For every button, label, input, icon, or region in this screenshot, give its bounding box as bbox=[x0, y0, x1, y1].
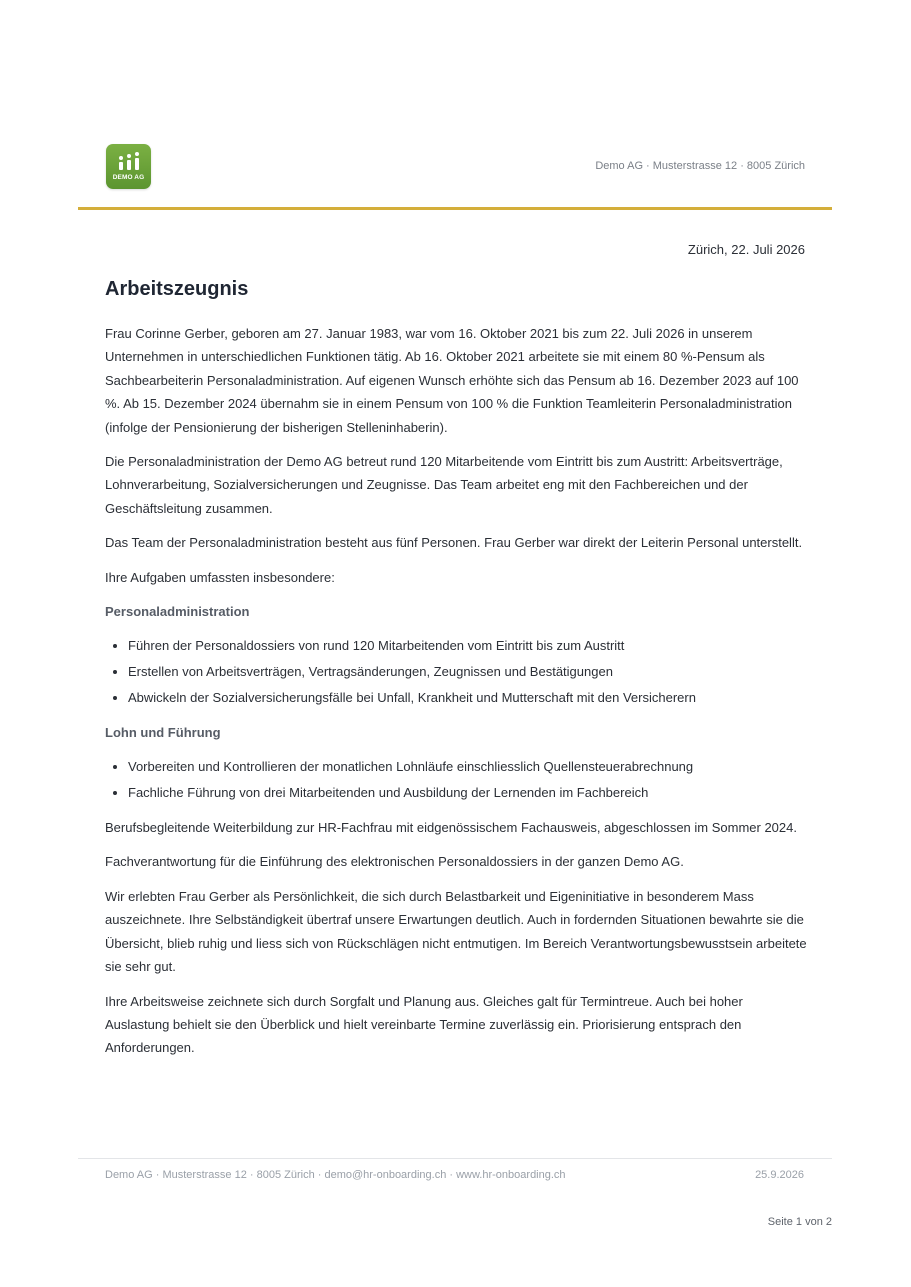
paragraph-work-style: Ihre Arbeitsweise zeichnete sich durch Sorgfalt und Planung aus. Gleiches galt für Termintreue. Auch bei hoher Auslastung behielt sie den Überblick und hielt vereinbarte Termine zuverlässig ein. Priorisierung entsprach den Anforderungen. bbox=[105, 993, 743, 1056]
bullet-icon bbox=[113, 765, 117, 769]
paragraph-responsibility: Fachverantwortung für die Einführung des elektronischen Personaldossiers in der ganzen Demo AG. bbox=[105, 854, 684, 870]
bullet-icon bbox=[113, 791, 117, 795]
company-logo bbox=[106, 144, 151, 189]
list-item-text: Erstellen von Arbeitsverträgen, Vertragsänderungen, Zeugnissen und Bestätigungen bbox=[128, 664, 613, 680]
footer-contact: Demo AG · Musterstrasse 12 · 8005 Zürich · demo@hr-onboarding.ch · www.hr-onboarding.ch bbox=[105, 1169, 566, 1181]
list-item bbox=[105, 780, 807, 806]
paragraph-education: Berufsbegleitende Weiterbildung zur HR-Fachfrau mit eidgenössischem Fachausweis, abgeschlossen im Sommer 2024. bbox=[105, 820, 797, 836]
task-list bbox=[105, 754, 807, 806]
list-item bbox=[105, 633, 807, 659]
bullet-icon bbox=[113, 696, 117, 700]
paragraph-personality: Wir erlebten Frau Gerber als Persönlichkeit, die sich durch Belastbarkeit und Eigeninitiative in besonderem Mass auszeichnete. Ihre Selbständigkeit übertraf unsere Erwartungen deutlich. Auch in fordernden Situationen bewahrte sie die Übersicht, blieb ruhig und liess sich von Rückschlägen nicht entmutigen. Im Bereich Verantwortungsbewusstsein arbeitete sie sehr gut. bbox=[105, 888, 807, 975]
page-number: Seite 1 von 2 bbox=[767, 1216, 832, 1228]
footer-divider bbox=[78, 1158, 832, 1159]
section-heading: Personaladministration bbox=[105, 604, 250, 620]
header-divider bbox=[78, 207, 832, 210]
list-item bbox=[105, 754, 807, 780]
bullet-icon bbox=[113, 644, 117, 648]
paragraph-tasks-intro: Ihre Aufgaben umfassten insbesondere: bbox=[105, 569, 335, 585]
bullet-icon bbox=[113, 670, 117, 674]
task-list bbox=[105, 633, 807, 711]
footer-date: 25.9.2026 bbox=[755, 1169, 804, 1181]
list-item bbox=[105, 659, 807, 685]
paragraph-department: Die Personaladministration der Demo AG betreut rund 120 Mitarbeitende vom Eintritt bis zum Austritt: Arbeitsverträge, Lohnverarbeitung, Sozialversicherungen und Zeugnisse. Das Team arbeitet eng mit den Fachbereichen und der Geschäftsleitung zusammen. bbox=[105, 454, 783, 516]
list-item-text: Führen der Personaldossiers von rund 120 Mitarbeitenden vom Eintritt bis zum Austritt bbox=[128, 638, 625, 654]
section-heading: Lohn und Führung bbox=[105, 725, 221, 741]
list-item bbox=[105, 685, 807, 711]
document-title: Arbeitszeugnis bbox=[105, 278, 249, 300]
paragraph-intro: Frau Corinne Gerber, geboren am 27. Januar 1983, war vom 16. Oktober 2021 bis zum 22. Juli 2026 in unserem Unternehmen in unterschiedlichen Funktionen tätig. Ab 16. Oktober 2021 arbeitete sie mit einem 80 %-Pensum als Sachbearbeiterin Personaladministration. Auf eigenen Wunsch erhöhte sich das Pensum ab 16. Dezember 2023 auf 100 %. Ab 15. Dezember 2024 übernahm sie in einem Pensum von 100 % die Funktion Teamleiterin Personaladministration (infolge der Pensionierung der bisherigen Stelleninhaberin). bbox=[105, 326, 799, 435]
logo-text: DEMO AG bbox=[112, 174, 145, 181]
document-date: Zürich, 22. Juli 2026 bbox=[687, 242, 805, 257]
document-body bbox=[105, 277, 807, 1071]
list-item-text: Fachliche Führung von drei Mitarbeitenden und Ausbildung der Lernenden im Fachbereich bbox=[128, 785, 649, 801]
paragraph-team: Das Team der Personaladministration besteht aus fünf Personen. Frau Gerber war direkt der Leiterin Personal unterstellt. bbox=[105, 535, 803, 551]
list-item-text: Abwickeln der Sozialversicherungsfälle bei Unfall, Krankheit und Mutterschaft mit den Versicherern bbox=[128, 690, 696, 706]
logo-bars-icon bbox=[119, 154, 139, 170]
header-address: Demo AG · Musterstrasse 12 · 8005 Zürich bbox=[595, 160, 805, 172]
list-item-text: Vorbereiten und Kontrollieren der monatlichen Lohnläufe einschliesslich Quellensteuerabrechnung bbox=[128, 759, 694, 775]
